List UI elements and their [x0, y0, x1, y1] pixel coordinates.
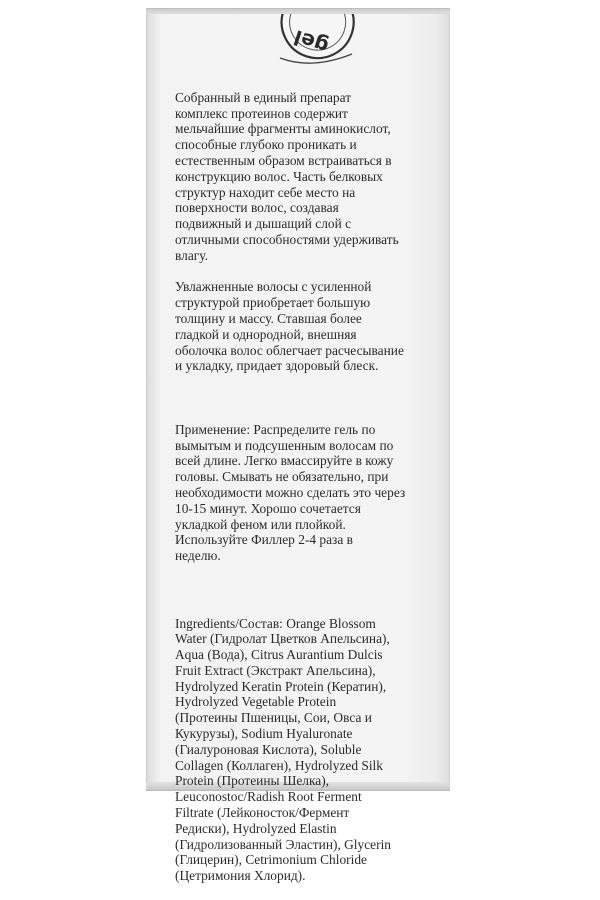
paragraph-spacer — [175, 390, 433, 406]
package-text-panel — [175, 74, 433, 900]
emblem-graphic — [272, 14, 362, 66]
usage-instructions: Применение: Распределите гель по вымытым и подсушенным волосам по всей длине. Легко вмассируйте в кожу головы. Смывать не обязательно, при необходимости можно сделать это через 10-15 минут. Хорошо сочетается укладкой феном или плойкой. Используйте Филлер 2-4 раза в неделю. — [175, 421, 406, 564]
brand-emblem — [272, 14, 362, 66]
ingredients-list: Ingredients/Состав: Orange Blossom Water (Гидролат Цветков Апельсина), Aqua (Вода), Citrus Aurantium Dulcis Fruit Extract (Экстракт Апельсина), Hydrolyzed Keratin Protein (Кератин), Hydrolyzed Vegetable Protein (Протеины Пшеницы, Сои, Овса и Кукурузы), Sodium Hyaluronate (Гиалуроновая Кислота), Soluble Collagen (Коллаген), Hydrolyzed Silk Protein (Протеины Шелка), Leuconostoc/Radish Root Ferment Filtrate (Лейконосток/Фермент Редиски), Hydrolyzed Elastin (Гидролизованный Эластин), Glycerin (Глицерин), Cetrimonium Chloride (Цетримония Хлорид). — [175, 615, 391, 884]
paragraph-spacer — [175, 580, 433, 600]
description-paragraph-1: Собранный в единый препарат комплекс протеинов содержит мельчайшие фрагменты аминокислот, способные глубоко проникать и естественным образом встраиваться в конструкцию волос. Часть белковых структур находит себе место на поверхности волос, создавая подвижный и дышащий слой с отличными способностями удерживать влагу. — [175, 89, 399, 263]
description-paragraph-2: Увлажненные волосы с усиленной структурой приобретает большую толщину и массу. Ставшая более гладкой и однородной, внешняя оболочка волос облегчает расчесывание и укладку, придает здоровый блеск. — [175, 279, 404, 374]
emblem-text: gel — [290, 25, 332, 59]
